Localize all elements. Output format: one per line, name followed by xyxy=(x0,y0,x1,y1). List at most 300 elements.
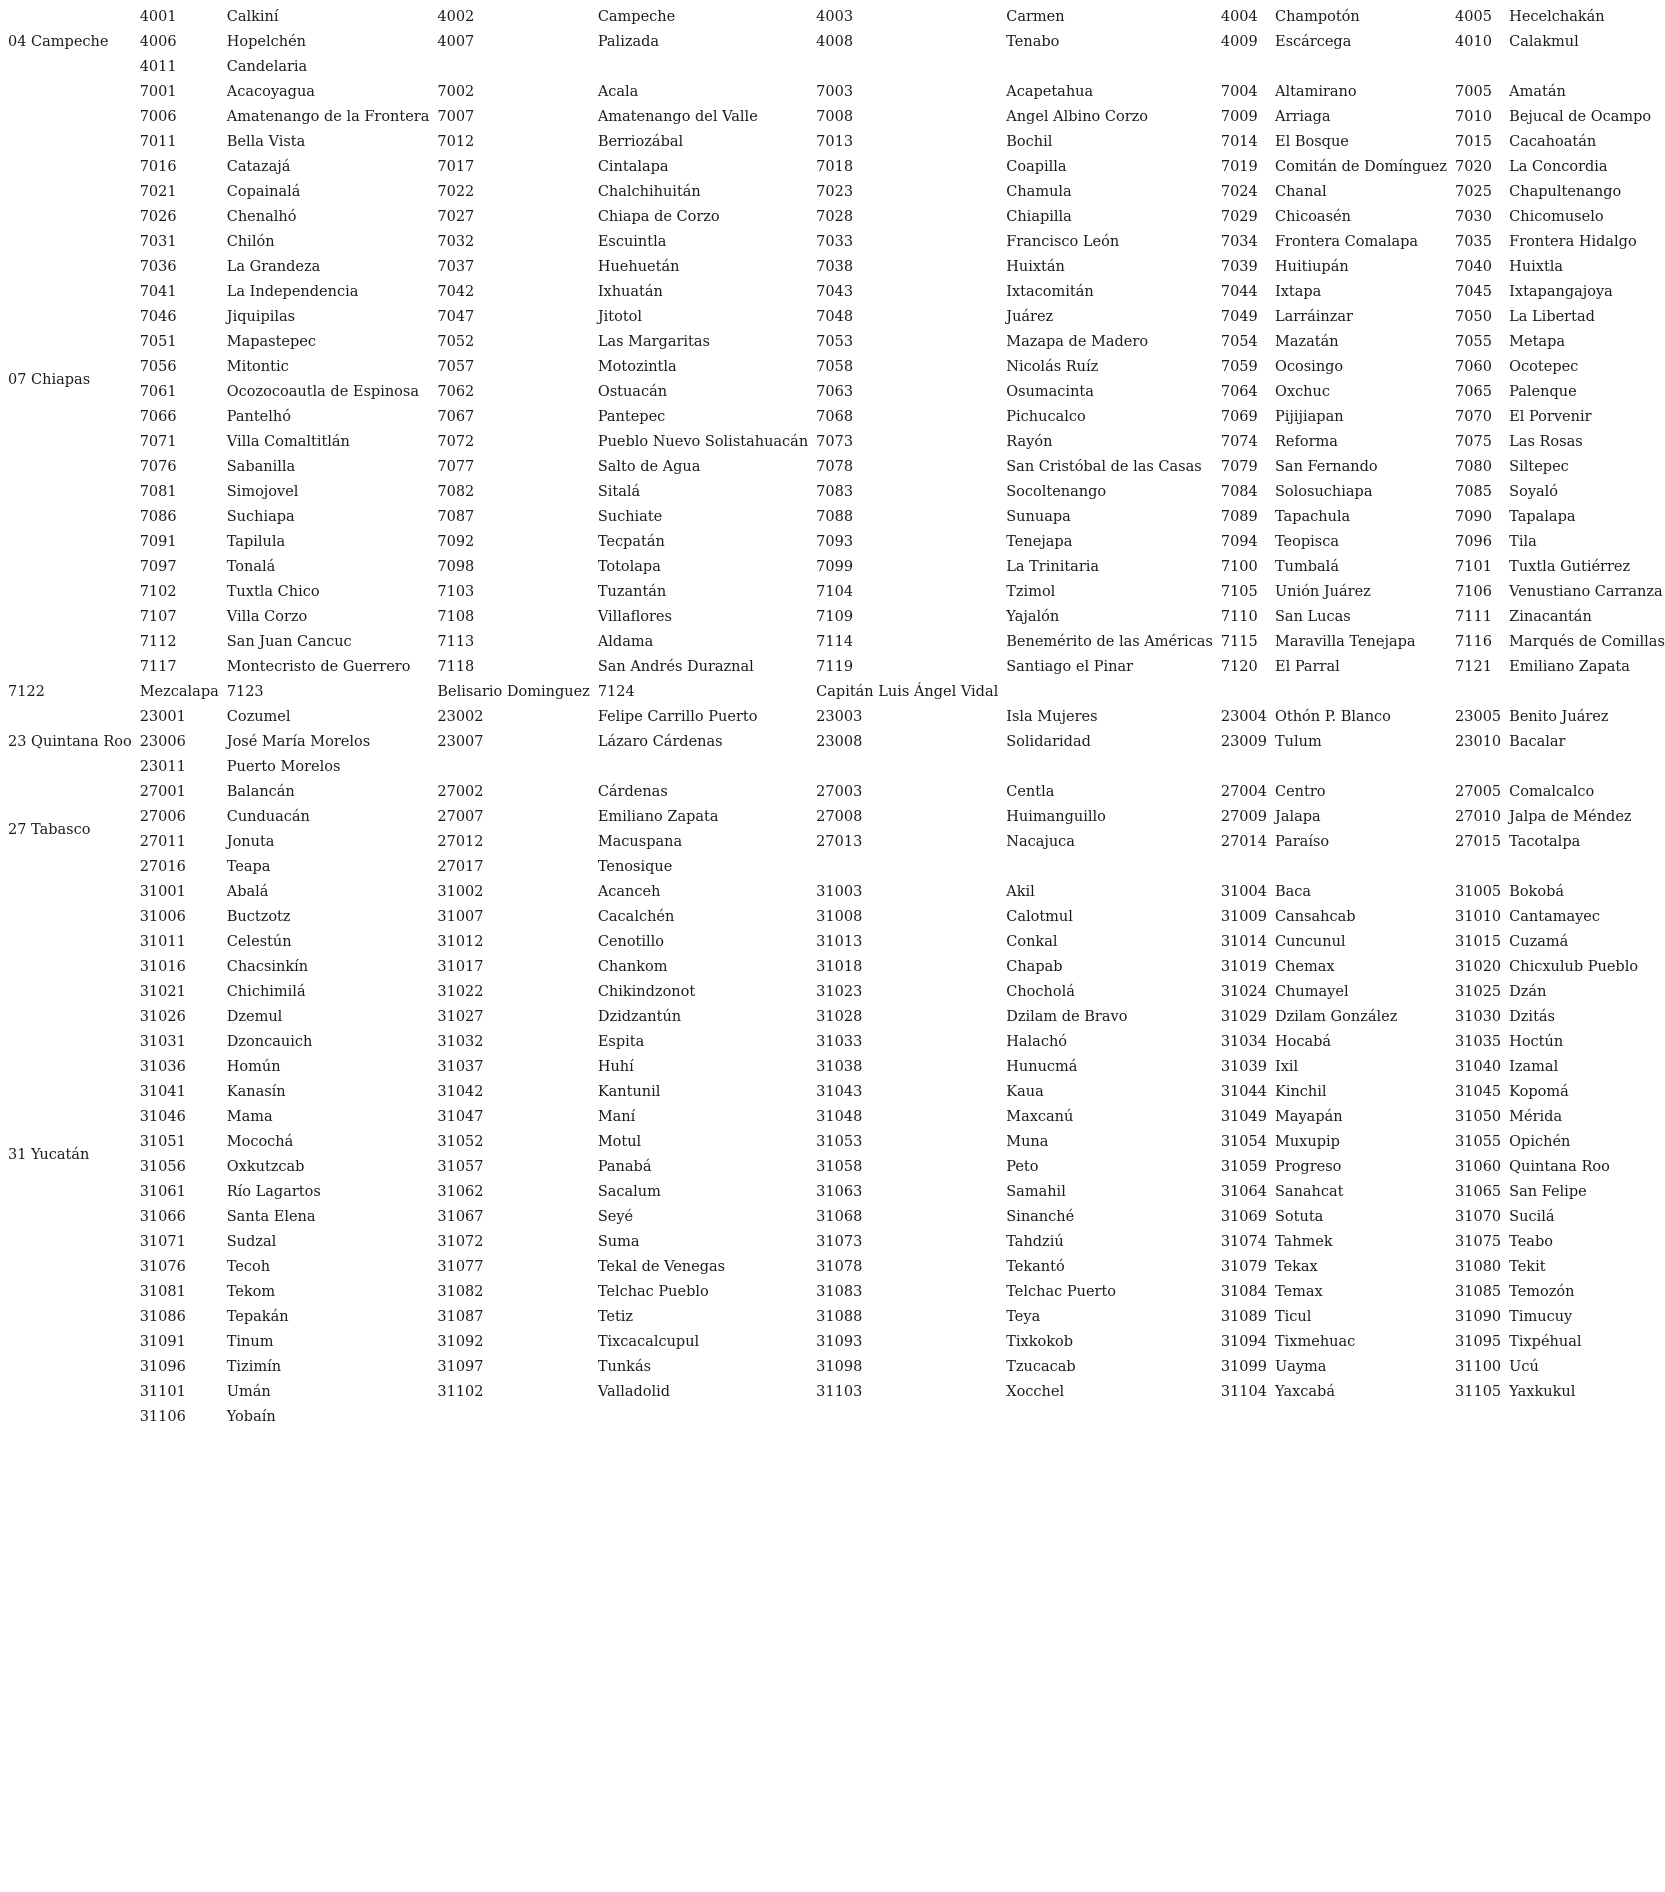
municipality-name: José María Morelos xyxy=(226,734,371,750)
municipality-name: Campeche xyxy=(597,9,676,25)
municipality-name: Chapultenango xyxy=(1509,184,1622,200)
municipality-name: Solidaridad xyxy=(1006,734,1091,750)
municipality-name: Izamal xyxy=(1509,1059,1559,1075)
municipality-code: 7057 xyxy=(437,359,475,375)
municipality-code: 7047 xyxy=(437,309,475,325)
municipality-code: 7033 xyxy=(816,234,854,250)
municipality-name: Salto de Agua xyxy=(597,459,701,475)
table-row xyxy=(0,655,1665,680)
municipality-code: 7006 xyxy=(139,109,177,125)
municipality-code: 7061 xyxy=(139,384,177,400)
municipality-name: Frontera Hidalgo xyxy=(1509,234,1637,250)
municipality-name: Teya xyxy=(1006,1309,1041,1325)
municipality-name: Escuintla xyxy=(597,234,667,250)
municipality-code: 7055 xyxy=(1455,334,1492,350)
municipality-code: 31030 xyxy=(1455,1009,1502,1025)
municipality-code: 31018 xyxy=(816,959,863,975)
municipality-code: 31048 xyxy=(816,1109,863,1125)
municipality-name: Chilón xyxy=(226,234,275,250)
municipality-name: Peto xyxy=(1006,1159,1039,1175)
municipality-code: 7014 xyxy=(1220,134,1258,150)
municipality-name: Buctzotz xyxy=(226,909,291,925)
municipality-name: Benemérito de las Américas xyxy=(1006,634,1213,650)
municipality-code: 7114 xyxy=(816,634,854,650)
municipality-name: Conkal xyxy=(1006,934,1058,950)
municipality-name: Frontera Comalapa xyxy=(1275,234,1419,250)
municipality-code: 31105 xyxy=(1455,1384,1502,1400)
municipality-code: 27010 xyxy=(1455,809,1502,825)
municipality-name: Mazapa de Madero xyxy=(1006,334,1149,350)
municipality-code: 27012 xyxy=(437,834,484,850)
table-row xyxy=(0,530,1665,555)
municipality-code: 7012 xyxy=(437,134,475,150)
municipality-code: 7042 xyxy=(437,284,475,300)
municipality-name: Chanal xyxy=(1275,184,1327,200)
municipality-name: Montecristo de Guerrero xyxy=(226,659,411,675)
municipality-name: Soyaló xyxy=(1509,484,1559,500)
municipality-code: 31061 xyxy=(139,1184,186,1200)
municipality-code: 31034 xyxy=(1220,1034,1267,1050)
municipality-code: 31041 xyxy=(139,1084,186,1100)
table-row xyxy=(0,180,1665,205)
municipality-code: 31033 xyxy=(816,1034,863,1050)
table-row xyxy=(0,1055,1665,1080)
municipality-name: Coapilla xyxy=(1006,159,1067,175)
municipality-code: 7046 xyxy=(139,309,177,325)
municipality-code: 7032 xyxy=(437,234,475,250)
table-row xyxy=(0,1355,1665,1380)
municipality-code: 31005 xyxy=(1455,884,1502,900)
municipality-code: 31056 xyxy=(139,1159,186,1175)
table-row xyxy=(0,1155,1665,1180)
municipality-name: Yobaín xyxy=(226,1409,276,1425)
municipality-code: 7054 xyxy=(1220,334,1258,350)
municipality-code: 31069 xyxy=(1220,1209,1267,1225)
table-row xyxy=(0,205,1665,230)
municipality-code: 7023 xyxy=(816,184,854,200)
municipality-name: El Bosque xyxy=(1275,134,1349,150)
table-row xyxy=(0,705,1665,730)
municipality-code: 4004 xyxy=(1220,9,1258,25)
table-row xyxy=(0,805,1665,830)
municipality-code: 31014 xyxy=(1220,934,1267,950)
municipality-name: Felipe Carrillo Puerto xyxy=(597,709,758,725)
municipality-name: Halachó xyxy=(1006,1034,1068,1050)
municipality-name: La Grandeza xyxy=(226,259,321,275)
municipality-code: 31082 xyxy=(437,1284,484,1300)
municipality-name: Cuncunul xyxy=(1275,934,1346,950)
municipality-name: Ixtacomitán xyxy=(1006,284,1094,300)
municipality-name: Ixil xyxy=(1275,1059,1299,1075)
municipality-code: 7052 xyxy=(437,334,475,350)
municipality-name: Tuzantán xyxy=(597,584,667,600)
municipality-name: Comalcalco xyxy=(1509,784,1595,800)
municipality-name: Dzidzantún xyxy=(597,1009,682,1025)
municipality-code: 31007 xyxy=(437,909,484,925)
municipality-name: San Fernando xyxy=(1275,459,1378,475)
municipality-name: Acapetahua xyxy=(1006,84,1094,100)
municipality-code: 7058 xyxy=(816,359,854,375)
municipality-code: 31063 xyxy=(816,1184,863,1200)
municipality-code: 31102 xyxy=(437,1384,484,1400)
municipality-code: 31011 xyxy=(139,934,186,950)
municipality-name: Yaxkukul xyxy=(1509,1384,1576,1400)
municipality-name: Sotuta xyxy=(1275,1209,1324,1225)
municipality-code: 4005 xyxy=(1455,9,1492,25)
municipality-code: 7124 xyxy=(597,684,635,700)
municipality-name: Mazatán xyxy=(1275,334,1339,350)
table-row xyxy=(0,5,1665,30)
municipality-code: 31043 xyxy=(816,1084,863,1100)
municipality-code: 7064 xyxy=(1220,384,1258,400)
municipality-code: 7123 xyxy=(226,684,264,700)
table-row xyxy=(0,980,1665,1005)
municipality-name: Opichén xyxy=(1509,1134,1571,1150)
municipality-code: 31106 xyxy=(139,1409,186,1425)
municipality-code: 27006 xyxy=(139,809,186,825)
municipality-code: 27002 xyxy=(437,784,484,800)
municipality-code: 7030 xyxy=(1455,209,1492,225)
municipality-code: 27005 xyxy=(1455,784,1502,800)
municipality-code: 31016 xyxy=(139,959,186,975)
municipality-name: Totolapa xyxy=(597,559,661,575)
municipality-code: 31025 xyxy=(1455,984,1502,1000)
municipality-code: 7003 xyxy=(816,84,854,100)
municipality-code: 7089 xyxy=(1220,509,1258,525)
municipality-name: Benito Juárez xyxy=(1509,709,1609,725)
municipality-code: 31098 xyxy=(816,1359,863,1375)
municipality-name: Suchiate xyxy=(597,509,663,525)
municipality-name: Ocozocoautla de Espinosa xyxy=(226,384,419,400)
municipality-code: 7115 xyxy=(1220,634,1258,650)
municipality-code: 7078 xyxy=(816,459,854,475)
municipality-name: Tumbalá xyxy=(1275,559,1339,575)
municipality-code: 7076 xyxy=(139,459,177,475)
municipality-code: 27015 xyxy=(1455,834,1502,850)
municipality-name: Tepakán xyxy=(226,1309,289,1325)
municipality-name: Tunkás xyxy=(597,1359,652,1375)
municipality-name: Hopelchén xyxy=(226,34,307,50)
table-row xyxy=(0,55,1665,80)
municipality-code: 23005 xyxy=(1455,709,1502,725)
table-row xyxy=(0,1255,1665,1280)
municipality-name: Las Rosas xyxy=(1509,434,1583,450)
municipality-code: 7097 xyxy=(139,559,177,575)
municipality-name: Kaua xyxy=(1006,1084,1044,1100)
municipality-code: 31053 xyxy=(816,1134,863,1150)
municipality-code: 31012 xyxy=(437,934,484,950)
municipality-name: Amatenango de la Frontera xyxy=(226,109,430,125)
municipality-code: 31050 xyxy=(1455,1109,1502,1125)
municipality-name: San Felipe xyxy=(1509,1184,1587,1200)
municipality-code: 7090 xyxy=(1455,509,1492,525)
municipality-code: 31066 xyxy=(139,1209,186,1225)
municipality-code: 31080 xyxy=(1455,1259,1502,1275)
municipality-name: Palizada xyxy=(597,34,660,50)
municipality-code: 7075 xyxy=(1455,434,1492,450)
table-row xyxy=(0,580,1665,605)
municipality-code: 4003 xyxy=(816,9,854,25)
municipality-name: Sunuapa xyxy=(1006,509,1071,525)
municipality-code: 7001 xyxy=(139,84,177,100)
municipality-code: 31008 xyxy=(816,909,863,925)
municipality-code: 7080 xyxy=(1455,459,1492,475)
municipality-name: Tahmek xyxy=(1275,1234,1333,1250)
municipality-code: 31024 xyxy=(1220,984,1267,1000)
municipality-code: 31096 xyxy=(139,1359,186,1375)
municipality-code: 31021 xyxy=(139,984,186,1000)
municipality-name: Xocchel xyxy=(1006,1384,1065,1400)
municipality-code: 27014 xyxy=(1220,834,1267,850)
municipality-code: 31088 xyxy=(816,1309,863,1325)
table-row xyxy=(0,30,1665,55)
table-row xyxy=(0,780,1665,805)
municipality-code: 7107 xyxy=(139,609,177,625)
municipality-code: 7050 xyxy=(1455,309,1492,325)
municipality-code: 23006 xyxy=(139,734,186,750)
municipality-code: 7119 xyxy=(816,659,854,675)
municipality-code: 27013 xyxy=(816,834,863,850)
municipality-code: 7116 xyxy=(1455,634,1492,650)
municipality-name: Maravilla Tenejapa xyxy=(1275,634,1416,650)
table-row xyxy=(0,305,1665,330)
municipality-code: 7110 xyxy=(1220,609,1258,625)
municipality-code: 7096 xyxy=(1455,534,1492,550)
municipality-name: Acacoyagua xyxy=(226,84,315,100)
municipality-name: Zinacantán xyxy=(1509,609,1592,625)
table-row xyxy=(0,1280,1665,1305)
municipality-name: Emiliano Zapata xyxy=(1509,659,1630,675)
municipality-name: Hunucmá xyxy=(1006,1059,1078,1075)
municipality-code: 31104 xyxy=(1220,1384,1267,1400)
municipality-name: Tzimol xyxy=(1006,584,1056,600)
municipality-code: 23001 xyxy=(139,709,186,725)
municipality-code: 31083 xyxy=(816,1284,863,1300)
municipality-name: Othón P. Blanco xyxy=(1275,709,1391,725)
municipality-name: Uayma xyxy=(1275,1359,1327,1375)
municipality-code: 4007 xyxy=(437,34,475,50)
municipality-name: Emiliano Zapata xyxy=(597,809,719,825)
municipality-code: 7009 xyxy=(1220,109,1258,125)
table-row xyxy=(0,1080,1665,1105)
municipality-name: Chiapilla xyxy=(1006,209,1072,225)
municipality-code: 27017 xyxy=(437,859,484,875)
municipality-name: Cozumel xyxy=(226,709,291,725)
state-label: 31 Yucatán xyxy=(8,1146,90,1163)
municipality-code: 31023 xyxy=(816,984,863,1000)
municipality-code: 31057 xyxy=(437,1159,484,1175)
municipality-name: Chichimilá xyxy=(226,984,306,1000)
municipality-code: 27003 xyxy=(816,784,863,800)
municipality-code: 31052 xyxy=(437,1134,484,1150)
municipality-code: 7072 xyxy=(437,434,475,450)
municipality-name: Tizimín xyxy=(226,1359,282,1375)
municipality-code: 31001 xyxy=(139,884,186,900)
municipality-name: Socoltenango xyxy=(1006,484,1107,500)
municipality-code: 7040 xyxy=(1455,259,1492,275)
municipality-code: 7038 xyxy=(816,259,854,275)
municipality-code: 23002 xyxy=(437,709,484,725)
table-row xyxy=(0,730,1665,755)
municipality-code: 23010 xyxy=(1455,734,1502,750)
municipality-code: 7086 xyxy=(139,509,177,525)
municipality-code: 4006 xyxy=(139,34,177,50)
municipality-code: 7101 xyxy=(1455,559,1492,575)
table-row xyxy=(0,930,1665,955)
municipality-code: 7060 xyxy=(1455,359,1492,375)
municipality-code: 31039 xyxy=(1220,1059,1267,1075)
municipality-name: Tulum xyxy=(1275,734,1322,750)
table-row xyxy=(0,330,1665,355)
municipality-name: Sanahcat xyxy=(1275,1184,1344,1200)
municipality-name: Chumayel xyxy=(1275,984,1349,1000)
municipality-name: Tacotalpa xyxy=(1509,834,1581,850)
municipality-name: Samahil xyxy=(1006,1184,1066,1200)
table-row xyxy=(0,1380,1665,1405)
municipality-name: Tecpatán xyxy=(597,534,665,550)
municipality-code: 7049 xyxy=(1220,309,1258,325)
municipality-code: 31015 xyxy=(1455,934,1502,950)
municipality-code: 31078 xyxy=(816,1259,863,1275)
table-row xyxy=(0,505,1665,530)
municipality-name: Oxkutzcab xyxy=(226,1159,305,1175)
municipality-name: Seyé xyxy=(597,1209,634,1225)
municipality-code: 7118 xyxy=(437,659,475,675)
municipality-name: Ixhuatán xyxy=(597,284,663,300)
municipality-name: Sacalum xyxy=(597,1184,661,1200)
municipality-name: Tixkokob xyxy=(1006,1334,1074,1350)
municipality-code: 7122 xyxy=(8,684,45,700)
municipality-name: Metapa xyxy=(1509,334,1565,350)
municipality-code: 7091 xyxy=(139,534,177,550)
municipality-code: 31072 xyxy=(437,1234,484,1250)
municipality-name: Ticul xyxy=(1275,1309,1312,1325)
municipality-code: 31010 xyxy=(1455,909,1502,925)
municipality-code: 7018 xyxy=(816,159,854,175)
municipality-code: 31071 xyxy=(139,1234,186,1250)
municipality-code: 31073 xyxy=(816,1234,863,1250)
municipality-code: 7026 xyxy=(139,209,177,225)
municipality-name: Palenque xyxy=(1509,384,1577,400)
municipality-name: Tahdziú xyxy=(1006,1234,1064,1250)
table-row xyxy=(0,1180,1665,1205)
municipality-code: 7092 xyxy=(437,534,475,550)
municipality-name: Chenalhó xyxy=(226,209,297,225)
municipality-code: 31046 xyxy=(139,1109,186,1125)
municipality-name: Mapastepec xyxy=(226,334,317,350)
municipality-name: Pichucalco xyxy=(1006,409,1086,425)
municipality-name: Chankom xyxy=(597,959,668,975)
municipality-code: 7085 xyxy=(1455,484,1492,500)
municipality-name: Jalapa xyxy=(1275,809,1321,825)
municipality-code: 7059 xyxy=(1220,359,1258,375)
municipality-code: 4010 xyxy=(1455,34,1492,50)
municipality-code: 31081 xyxy=(139,1284,186,1300)
municipality-name: Catazajá xyxy=(226,159,291,175)
municipality-name: Valladolid xyxy=(597,1384,671,1400)
municipality-code: 23009 xyxy=(1220,734,1267,750)
municipality-code: 31060 xyxy=(1455,1159,1502,1175)
table-row xyxy=(0,1405,1665,1430)
municipality-code: 31101 xyxy=(139,1384,186,1400)
municipality-code: 31099 xyxy=(1220,1359,1267,1375)
state-label: 27 Tabasco xyxy=(8,821,91,838)
municipality-code: 31064 xyxy=(1220,1184,1267,1200)
municipality-code: 31085 xyxy=(1455,1284,1502,1300)
municipality-name: Abalá xyxy=(226,884,269,900)
municipality-name: Osumacinta xyxy=(1006,384,1094,400)
municipality-code: 31062 xyxy=(437,1184,484,1200)
municipality-name: Mocochá xyxy=(226,1134,294,1150)
municipality-code: 4001 xyxy=(139,9,177,25)
municipality-name: Chemax xyxy=(1275,959,1335,975)
municipality-code: 7071 xyxy=(139,434,177,450)
municipality-code: 7027 xyxy=(437,209,475,225)
municipality-name: Chicomuselo xyxy=(1509,209,1604,225)
municipality-code: 27016 xyxy=(139,859,186,875)
municipality-name: Ixtapangajoya xyxy=(1509,284,1613,300)
municipality-name: Chocholá xyxy=(1006,984,1075,1000)
municipality-name: Jonuta xyxy=(226,834,275,850)
municipality-name: Hecelchakán xyxy=(1509,9,1605,25)
municipality-code: 7081 xyxy=(139,484,177,500)
municipality-code: 7035 xyxy=(1455,234,1492,250)
municipality-code: 31100 xyxy=(1455,1359,1502,1375)
municipality-code: 31049 xyxy=(1220,1109,1267,1125)
municipality-code: 31095 xyxy=(1455,1334,1502,1350)
municipality-name: Yaxcabá xyxy=(1275,1384,1335,1400)
municipality-name: Tenabo xyxy=(1006,34,1060,50)
table-row xyxy=(0,955,1665,980)
municipality-code: 7020 xyxy=(1455,159,1492,175)
municipality-name: Chiapa de Corzo xyxy=(597,209,720,225)
municipality-name: Cunduacán xyxy=(226,809,310,825)
municipality-code: 31097 xyxy=(437,1359,484,1375)
municipality-name: Maxcanú xyxy=(1006,1109,1074,1125)
municipality-code: 27007 xyxy=(437,809,484,825)
municipality-name: Mitontic xyxy=(226,359,289,375)
table-row xyxy=(0,80,1665,105)
municipality-code: 7065 xyxy=(1455,384,1492,400)
state-label: 04 Campeche xyxy=(8,34,109,50)
municipality-code: 7073 xyxy=(816,434,854,450)
municipality-name: Champotón xyxy=(1275,9,1360,25)
municipality-code: 7094 xyxy=(1220,534,1258,550)
municipality-code: 31013 xyxy=(816,934,863,950)
municipality-code: 31029 xyxy=(1220,1009,1267,1025)
municipality-name: Cansahcab xyxy=(1275,909,1356,925)
municipality-code: 31051 xyxy=(139,1134,186,1150)
municipality-code: 7008 xyxy=(816,109,854,125)
municipality-code: 31042 xyxy=(437,1084,484,1100)
municipality-code: 7083 xyxy=(816,484,854,500)
municipality-name: Cintalapa xyxy=(597,159,669,175)
municipality-name: Calkiní xyxy=(226,9,279,25)
municipality-code: 7069 xyxy=(1220,409,1258,425)
municipality-code: 7044 xyxy=(1220,284,1258,300)
municipality-name: Tapilula xyxy=(226,534,286,550)
table-row xyxy=(0,1305,1665,1330)
municipality-name: Ocosingo xyxy=(1275,359,1344,375)
municipality-name: Tenejapa xyxy=(1006,534,1073,550)
table-row xyxy=(0,1005,1665,1030)
municipality-name: Larráinzar xyxy=(1275,309,1353,325)
municipality-code: 7041 xyxy=(139,284,177,300)
municipality-name: Centla xyxy=(1006,784,1055,800)
municipality-name: Escárcega xyxy=(1275,34,1352,50)
municipality-name: Copainalá xyxy=(226,184,301,200)
municipality-name: Mérida xyxy=(1509,1109,1563,1125)
